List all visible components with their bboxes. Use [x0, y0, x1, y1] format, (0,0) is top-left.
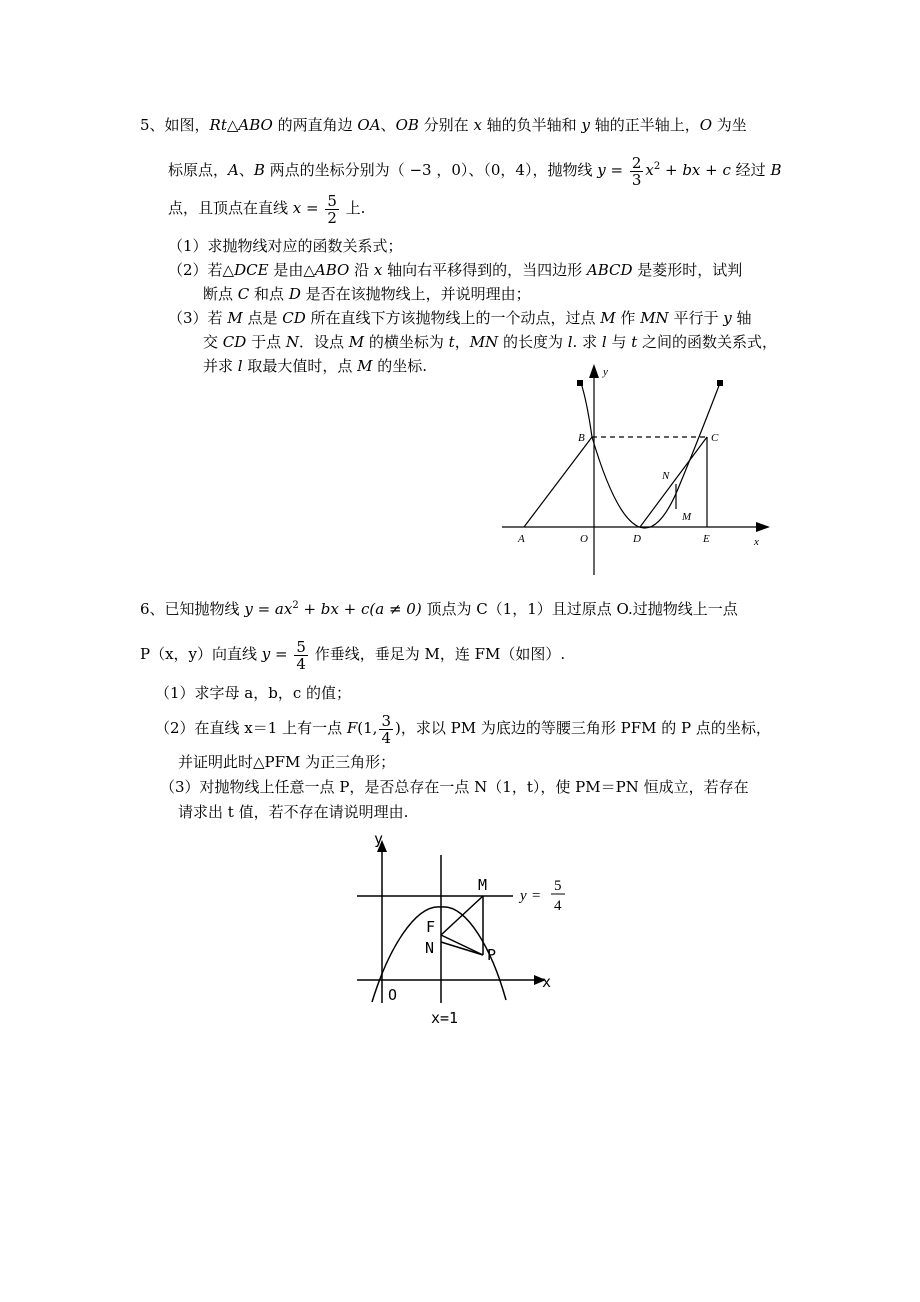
text: 5、如图， — [140, 116, 210, 134]
label-frac-num: 5 — [554, 878, 562, 894]
math-text: c — [722, 161, 731, 179]
text: （3）若 — [168, 309, 228, 327]
text: 标原点， — [168, 161, 229, 179]
text: 分别在 — [418, 116, 474, 134]
numerator: 2 — [631, 153, 642, 172]
math-text: F — [346, 719, 358, 737]
label-F: F — [426, 918, 436, 936]
text: 断点 — [203, 285, 238, 303]
math-text: bx — [320, 600, 339, 618]
math-text: l — [601, 333, 607, 351]
text: ， — [454, 333, 470, 351]
math-text: l — [237, 357, 243, 375]
math-text: C — [237, 285, 250, 303]
math-text: A — [228, 161, 239, 179]
text: 、 — [238, 161, 254, 179]
math-text: t — [448, 333, 455, 351]
denominator: 4 — [381, 728, 391, 747]
segment-FP — [441, 935, 483, 955]
text: 、 — [380, 116, 396, 134]
text: 点，且顶点在直线 — [168, 199, 293, 217]
text: 并证明此时△PFM 为正三角形； — [178, 753, 396, 771]
math-text: x — [292, 199, 302, 217]
text: 为坐 — [712, 116, 747, 134]
text: 两点的坐标分别为（ −3 ，0）、（0，4），抛物线 — [264, 161, 598, 179]
label-C: C — [711, 432, 719, 444]
text: 交 — [203, 333, 223, 351]
math-text: c — [360, 600, 370, 618]
math-text: t — [631, 333, 638, 351]
math-text: y — [723, 309, 732, 327]
text: 取最大值时，点 — [242, 357, 358, 375]
exponent: 2 — [653, 161, 661, 172]
math-text: OA — [357, 116, 381, 134]
text: 轴的负半轴和 — [481, 116, 582, 134]
math-text: B — [253, 161, 265, 179]
label-P: P — [487, 946, 497, 964]
text: 沿 — [349, 261, 374, 279]
math-text: CD — [222, 333, 247, 351]
text: 平行于 — [668, 309, 724, 327]
math-text: M — [357, 357, 373, 375]
text: 和点 — [249, 285, 289, 303]
text: 请求出 t 值，若不存在请说明理由. — [178, 803, 409, 821]
text: . 求 — [572, 333, 602, 351]
text: 的坐标. — [372, 357, 428, 375]
math-text: N — [285, 333, 299, 351]
math-text: M — [227, 309, 243, 327]
math-text: O — [699, 116, 713, 134]
math-text: (a ≠ 0) — [369, 600, 422, 618]
text: ) — [395, 719, 401, 737]
math-text: y — [597, 161, 606, 179]
label-frac-den: 4 — [554, 898, 562, 914]
label-N: N — [662, 470, 670, 482]
label-M: M — [478, 876, 488, 894]
text: + — [660, 161, 683, 179]
math-text: y — [581, 116, 590, 134]
text: 的长度为 — [498, 333, 568, 351]
math-text: MN — [469, 333, 499, 351]
label-x: x — [754, 536, 759, 548]
text: + — [700, 161, 723, 179]
text: （3）对抛物线上任意一点 P，是否总存在一点 N（1，t），使 PM＝PN 恒成立，若存在 — [160, 778, 749, 796]
text: = — [270, 645, 293, 663]
math-text: B — [770, 161, 782, 179]
math-text: ax — [274, 600, 293, 618]
text: + — [338, 600, 361, 618]
math-text: CD — [282, 309, 306, 327]
text: 的两直角边 — [272, 116, 358, 134]
text: 是由△ — [268, 261, 315, 279]
text: （1）求字母 a，b，c 的值； — [155, 684, 352, 702]
text: = — [605, 161, 628, 179]
text: （1）求抛物线对应的函数关系式； — [168, 237, 403, 255]
triangle-symbol: △ — [226, 116, 239, 134]
label-E: E — [703, 533, 710, 545]
numerator: 5 — [327, 191, 337, 210]
text: ．设点 — [298, 333, 349, 351]
segment-FM — [441, 896, 483, 935]
label-O: O — [388, 986, 398, 1004]
exponent: 2 — [292, 600, 299, 611]
math-text: l — [567, 333, 573, 351]
text: ，求以 PM 为底边的等腰三角形 PFM 的 P 点的坐标， — [400, 719, 771, 737]
text: 作 — [615, 309, 641, 327]
text: 上. — [340, 199, 366, 217]
math-text: Rt — [209, 116, 227, 134]
text: = — [301, 199, 324, 217]
math-text: ABO — [238, 116, 273, 134]
numerator: 3 — [381, 711, 391, 730]
text: 轴向右平移得到的，当四边形 — [382, 261, 587, 279]
label-y: y — [374, 830, 384, 848]
denominator: 3 — [631, 170, 642, 189]
label-M: M — [682, 511, 692, 523]
text: 于点 — [246, 333, 286, 351]
text: 的横坐标为 — [364, 333, 449, 351]
math-text: y — [244, 600, 253, 618]
math-text: DCE — [234, 261, 269, 279]
math-text: D — [288, 285, 301, 303]
text: 6、已知抛物线 — [140, 600, 245, 618]
label-A: A — [518, 533, 525, 545]
numerator: 5 — [296, 637, 306, 656]
label-x-equals-1: x=1 — [431, 1009, 459, 1027]
text: = — [252, 600, 275, 618]
math-text: x — [473, 116, 482, 134]
text: 之间的函数关系式， — [637, 333, 778, 351]
math-text: ABCD — [586, 261, 633, 279]
text: 顶点为 C（1，1）且过原点 O.过抛物线上一点 — [421, 600, 738, 618]
label-O: O — [580, 533, 588, 545]
segment-NP — [441, 942, 483, 955]
text: （2）在直线 x＝1 上有一点 — [155, 719, 347, 737]
text: 作垂线，垂足为 M，连 FM（如图）. — [309, 645, 566, 663]
text: 与 — [606, 333, 632, 351]
text: + — [298, 600, 321, 618]
label-y-eq-italic: y — [520, 888, 527, 904]
math-text: M — [348, 333, 365, 351]
text: (1, — [357, 719, 378, 737]
denominator: 2 — [327, 208, 337, 227]
label-eq-sign: = — [532, 888, 541, 904]
math-text: y — [261, 645, 271, 663]
text: 轴的正半轴上， — [589, 116, 700, 134]
label-y: y — [603, 366, 608, 378]
text: 点是 — [242, 309, 283, 327]
denominator: 4 — [296, 654, 306, 673]
math-text: OB — [395, 116, 419, 134]
label-N: N — [425, 939, 435, 957]
text: 并求 — [203, 357, 238, 375]
label-B: B — [578, 432, 585, 444]
math-text: bx — [682, 161, 701, 179]
text: 轴 — [731, 309, 752, 327]
text: 所在直线下方该抛物线上的一个动点，过点 — [305, 309, 601, 327]
text: 经过 — [730, 161, 771, 179]
label-x: x — [542, 973, 552, 991]
math-text: M — [600, 309, 616, 327]
math-text: ABO — [314, 261, 350, 279]
text: P（x，y）向直线 — [140, 645, 262, 663]
text: 是菱形时，试判 — [632, 261, 743, 279]
text: （2）若△ — [168, 261, 235, 279]
math-text: x — [645, 161, 654, 179]
math-text: MN — [640, 309, 669, 327]
math-text: x — [373, 261, 383, 279]
text: 是否在该抛物线上，并说明理由； — [300, 285, 531, 303]
label-D: D — [633, 533, 641, 545]
